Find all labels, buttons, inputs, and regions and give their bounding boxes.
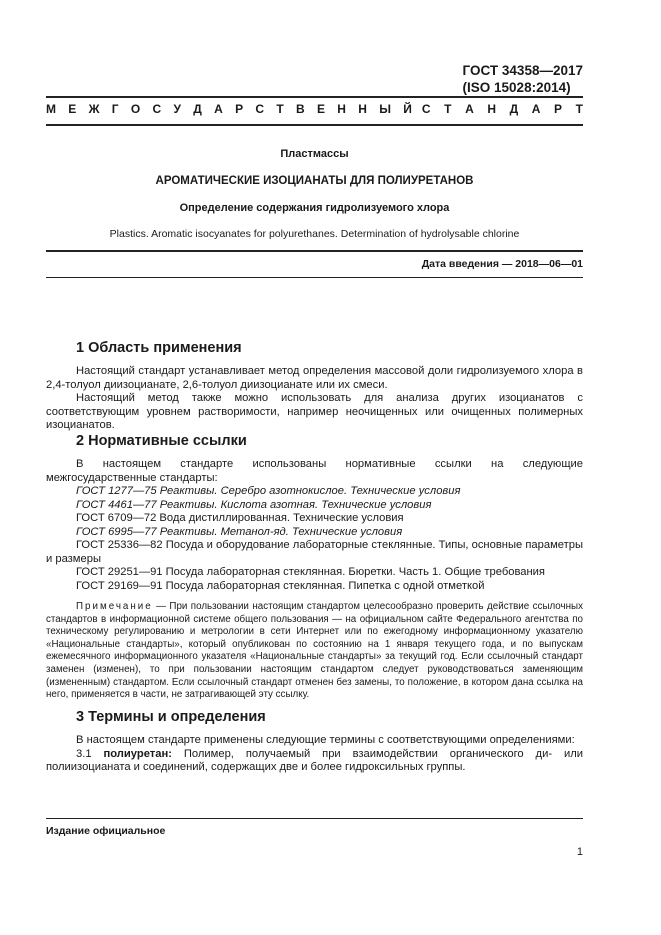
banner-letter: Е xyxy=(68,102,77,116)
footer-rule xyxy=(46,818,583,819)
title-plastics: Пластмассы xyxy=(280,148,349,160)
banner-letter: Д xyxy=(509,102,519,116)
banner-letter: Т xyxy=(444,102,452,116)
normative-ref-6: ГОСТ 29251—91 Посуда лабораторная стеклянная. Бюретки. Часть 1. Общие требования xyxy=(76,566,545,578)
section-3-heading: 3 Термины и определения xyxy=(76,709,266,725)
banner-letter: С xyxy=(255,102,265,116)
interstate-word-1 xyxy=(46,102,412,116)
normative-ref-3: ГОСТ 6709—72 Вода дистиллированная. Технические условия xyxy=(76,512,404,524)
banner-letter: Р xyxy=(235,102,244,116)
banner-letter: Ы xyxy=(379,102,391,116)
banner-letter: М xyxy=(46,102,56,116)
note-text: — При пользовании настоящим стандартом целесообразно проверить действие ссылочных стандартов в информационной системе общего пользования — на официальном сайте Федерального агентства по техническому регулированию и метрологии в сети Интернет или по ежегодному информационному указателю «Национальные стандарты», который опубликован по состоянию на 1 января текущего года, и по выпускам ежемесячного информационного указателя «Национальные стандарты» за текущий год. Если ссылочный стандарт заменен (изменен), то при пользовании настоящим стандартом следует руководствоваться заменяющим (измененным) стандартом. Если ссылочный стандарт отменен без замены, то положение, в котором дана ссылка на него, применяется в части, не затрагивающей эту ссылку. xyxy=(46,601,583,701)
normative-ref-1: ГОСТ 1277—75 Реактивы. Серебро азотнокислое. Технические условия xyxy=(76,485,461,497)
banner-letter: А xyxy=(214,102,223,116)
title-sub: Определение содержания гидролизуемого хлора xyxy=(179,202,450,214)
gost-number: ГОСТ 34358—2017 xyxy=(462,63,583,78)
banner-letter: С xyxy=(152,102,162,116)
section-2 xyxy=(46,433,583,702)
section-2-intro: В настоящем стандарте использованы нормативные ссылки на следующие межгосударственные стандарты: xyxy=(46,458,583,484)
banner-letter: Д xyxy=(193,102,202,116)
normative-ref-7: ГОСТ 29169—91 Посуда лабораторная стеклянная. Пипетка с одной отметкой xyxy=(76,579,485,592)
page-number: 1 xyxy=(576,846,583,858)
normative-ref-4: ГОСТ 6995—77 Реактивы. Метанол-яд. Технические условия xyxy=(76,525,403,538)
banner-letter: Ж xyxy=(88,102,100,116)
banner-letter: У xyxy=(173,102,181,116)
header-rule-bottom xyxy=(46,124,583,126)
section-1-paragraph-1: Настоящий стандарт устанавливает метод определения массовой доли гидролизуемого хлора в 2,4-толуол диизоцианате, 2,6-толуол диизоцианате или их смеси. xyxy=(46,365,583,391)
interstate-standard-banner xyxy=(46,102,583,116)
section-3-intro: В настоящем стандарте применены следующие термины с соответствующими определениями: xyxy=(76,734,575,746)
banner-letter: Р xyxy=(554,102,563,116)
section-3 xyxy=(46,709,583,775)
normative-ref-2: ГОСТ 4461—77 Реактивы. Кислота азотная. Технические условия xyxy=(76,498,432,511)
banner-letter: Т xyxy=(575,102,583,116)
section-1-paragraph-2: Настоящий метод также можно использовать для анализа других изоцианатов с соответствующим уровнем растворимости, например неочищенных или очищенных полимерных изоцианатов. xyxy=(46,392,583,431)
iso-number: (ISO 15028:2014) xyxy=(462,80,571,95)
normative-ref-5: ГОСТ 25336—82 Посуда и оборудование лабораторные стеклянные. Типы, основные параметры и размеры xyxy=(46,539,583,565)
header-rule-top xyxy=(46,96,583,98)
note-label: Примечание xyxy=(76,601,153,612)
term-definition xyxy=(46,748,583,775)
banner-letter: А xyxy=(465,102,474,116)
title-english: Plastics. Aromatic isocyanates for polyurethanes. Determination of hydrolysable chlorine xyxy=(109,228,520,240)
banner-letter: Й xyxy=(403,102,412,116)
term-number: 3.1 xyxy=(76,747,92,760)
banner-letter: Е xyxy=(316,102,325,116)
official-edition-label: Издание официальное xyxy=(46,825,166,837)
normative-note xyxy=(46,601,583,702)
term-name: полиуретан: xyxy=(103,747,172,760)
banner-letter: А xyxy=(531,102,541,116)
section-1 xyxy=(46,340,583,433)
section-2-heading: 2 Нормативные ссылки xyxy=(76,433,247,449)
banner-letter: Н xyxy=(337,102,346,116)
banner-letter: Г xyxy=(111,102,119,116)
banner-letter: С xyxy=(421,102,431,116)
term-definition-text: Полимер, получаемый при взаимодействии органического ди- или полиизоцианата и соединений, содержащих две и более гидроксильных группы. xyxy=(46,747,583,773)
banner-letter: Н xyxy=(358,102,367,116)
section-1-heading: 1 Область применения xyxy=(76,340,242,356)
gost-number-block xyxy=(463,62,583,96)
banner-letter: В xyxy=(296,102,305,116)
banner-letter: О xyxy=(130,102,141,116)
date-rule xyxy=(46,277,583,278)
date-introduced: Дата введения — 2018—06—01 xyxy=(421,258,583,270)
title-rule xyxy=(46,250,583,252)
title-main: АРОМАТИЧЕСКИЕ ИЗОЦИАНАТЫ ДЛЯ ПОЛИУРЕТАНОВ xyxy=(155,175,474,187)
banner-letter: Т xyxy=(276,102,284,116)
banner-letter: Н xyxy=(487,102,497,116)
interstate-word-2 xyxy=(422,102,583,116)
